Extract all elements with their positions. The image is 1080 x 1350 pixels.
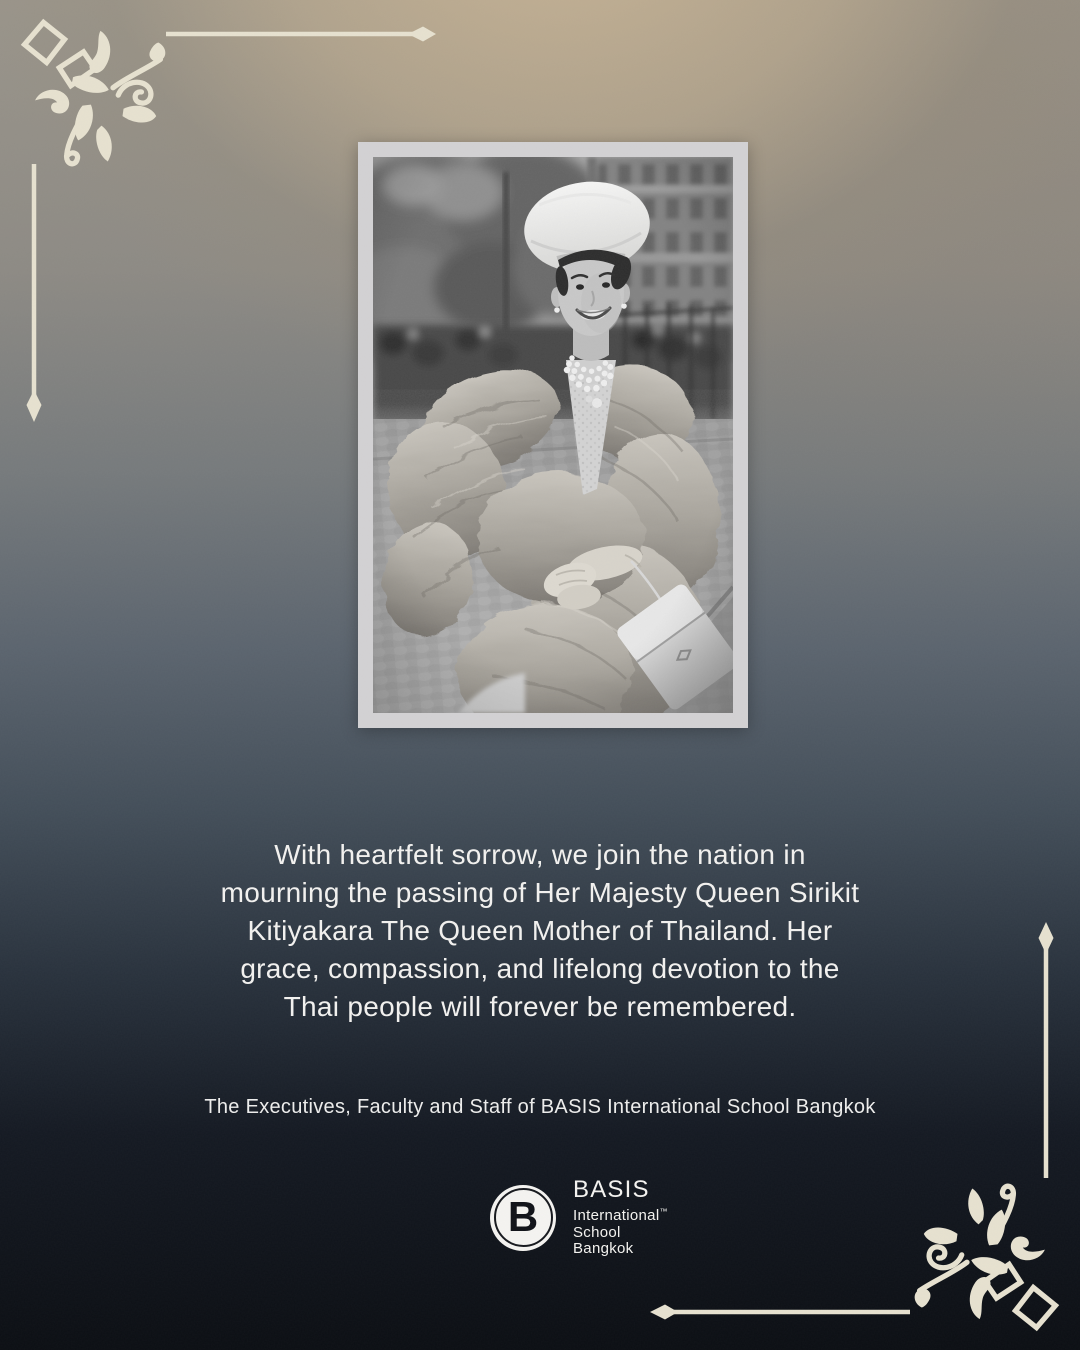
logo-line-school: School [573,1223,621,1241]
memorial-line-3: Kitiyakara The Queen Mother of Thailand. Her [247,915,833,946]
decor-line-top [166,24,436,44]
memorial-line-4: grace, compassion, and lifelong devotion to the [240,953,840,984]
memorial-line-2: mourning the passing of Her Majesty Queen Sirikit [220,877,860,908]
logo-circle [490,1185,556,1251]
school-logo [490,1178,667,1258]
logo-line-bangkok: Bangkok [573,1240,634,1257]
logo-wordmark [573,1178,667,1258]
logo-monogram: B [507,1192,539,1240]
trademark-symbol: ™ [659,1207,668,1216]
attribution-text: The Executives, Faculty and Staff of BASIS International School Bangkok [204,1096,876,1118]
queen-portrait-photo [373,157,733,713]
memorial-line-1: With heartfelt sorrow, we join the nation in [274,839,806,870]
photo-frame [358,142,748,728]
memorial-message [0,836,1080,1026]
corner-flourish-bottom-right-icon [908,1178,1066,1336]
decor-line-left [24,164,44,426]
decor-line-bottom [650,1302,910,1322]
logo-name: BASIS [573,1176,650,1203]
corner-flourish-top-left-icon [14,14,172,172]
memorial-line-5: Thai people will forever be remembered. [283,991,797,1022]
film-grain [373,157,733,713]
logo-line-international: International™ [573,1207,668,1224]
